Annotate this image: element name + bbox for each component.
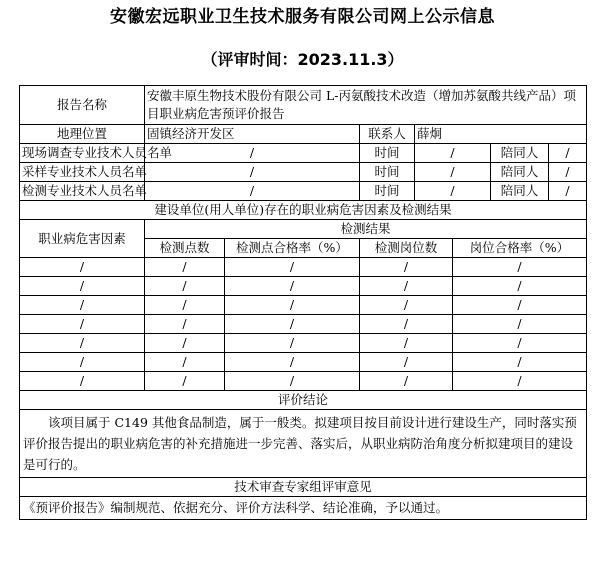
table-cell: / xyxy=(145,315,225,334)
table-row xyxy=(20,334,587,353)
staff-label: 现场调查专业技术人员名单 xyxy=(20,144,145,163)
table-cell: / xyxy=(225,296,360,315)
expert-opinion-text: 《预评价报告》编制规范、依据充分、评价方法科学、结论准确，予以通过。 xyxy=(20,497,587,520)
column-header: 检测点合格率（%） xyxy=(225,239,360,258)
staff-accompany: / xyxy=(549,182,587,201)
contact-value: 薛炯 xyxy=(415,125,587,144)
report-name-row xyxy=(20,86,587,125)
table-row xyxy=(20,372,587,391)
table-cell: / xyxy=(453,372,587,391)
table-cell: / xyxy=(360,334,453,353)
table-cell: / xyxy=(20,372,145,391)
staff-accompany-label: 陪同人 xyxy=(491,163,549,182)
staff-time-label: 时间 xyxy=(360,163,415,182)
staff-time: / xyxy=(415,163,491,182)
report-name-label: 报告名称 xyxy=(20,86,145,125)
table-cell: / xyxy=(453,296,587,315)
hazard-factor-header: 职业病危害因素 xyxy=(20,220,145,258)
staff-accompany: / xyxy=(549,163,587,182)
staff-row xyxy=(20,182,587,201)
table-cell: / xyxy=(360,353,453,372)
table-cell: / xyxy=(225,353,360,372)
table-cell: / xyxy=(20,353,145,372)
staff-names: / xyxy=(145,163,360,182)
staff-label: 采样专业技术人员名单 xyxy=(20,163,145,182)
table-cell: / xyxy=(225,258,360,277)
contact-label: 联系人 xyxy=(360,125,415,144)
page-title: 安徽宏远职业卫生技术服务有限公司网上公示信息 xyxy=(110,7,495,27)
table-cell: / xyxy=(145,372,225,391)
report-name-value: 安徽丰原生物技术股份有限公司 L-丙氨酸技术改造（增加苏氨酸共线产品）项目职业病危害预评价报告 xyxy=(145,86,587,125)
table-cell: / xyxy=(145,334,225,353)
table-row xyxy=(20,277,587,296)
conclusion-title: 评价结论 xyxy=(20,391,587,410)
table-cell: / xyxy=(20,334,145,353)
table-cell: / xyxy=(225,315,360,334)
disclosure-table xyxy=(19,85,587,520)
expert-text-row xyxy=(20,497,587,520)
staff-names: / xyxy=(145,182,360,201)
staff-label: 检测专业技术人员名单 xyxy=(20,182,145,201)
table-row xyxy=(20,258,587,277)
hazard-header-row xyxy=(20,220,587,239)
detection-results-header: 检测结果 xyxy=(145,220,587,239)
conclusion-text-row xyxy=(20,410,587,478)
column-header: 岗位合格率（%） xyxy=(453,239,587,258)
table-cell: / xyxy=(360,372,453,391)
table-cell: / xyxy=(360,258,453,277)
table-cell: / xyxy=(145,296,225,315)
staff-row xyxy=(20,163,587,182)
expert-title-row xyxy=(20,478,587,497)
table-cell: / xyxy=(453,334,587,353)
table-cell: / xyxy=(453,353,587,372)
table-cell: / xyxy=(453,315,587,334)
expert-opinion-title: 技术审查专家组评审意见 xyxy=(20,478,587,497)
table-row xyxy=(20,315,587,334)
table-cell: / xyxy=(145,258,225,277)
location-value: 固镇经济开发区 xyxy=(145,125,360,144)
table-cell: / xyxy=(360,277,453,296)
table-cell: / xyxy=(453,258,587,277)
column-header: 检测点数 xyxy=(145,239,225,258)
table-cell: / xyxy=(20,258,145,277)
table-cell: / xyxy=(225,334,360,353)
staff-accompany-label: 陪同人 xyxy=(491,182,549,201)
table-cell: / xyxy=(20,296,145,315)
staff-names: / xyxy=(145,144,360,163)
staff-row xyxy=(20,144,587,163)
table-row xyxy=(20,296,587,315)
review-time: （评审时间：2023.11.3） xyxy=(201,50,404,69)
conclusion-text: 该项目属于 C149 其他食品制造，属于一般类。拟建项目按目前设计进行建设生产，同时落实预评价报告提出的职业病危害的补充措施进一步完善、落实后，从职业病防治角度分析拟建项目的建设是可行的。 xyxy=(20,410,587,478)
table-cell: / xyxy=(145,353,225,372)
staff-time-label: 时间 xyxy=(360,144,415,163)
location-row xyxy=(20,125,587,144)
column-header: 检测岗位数 xyxy=(360,239,453,258)
table-cell: / xyxy=(360,296,453,315)
location-label: 地理位置 xyxy=(20,125,145,144)
table-cell: / xyxy=(453,277,587,296)
hazard-section-title: 建设单位(用人单位)存在的职业病危害因素及检测结果 xyxy=(20,201,587,220)
staff-time: / xyxy=(415,182,491,201)
table-cell: / xyxy=(20,315,145,334)
table-row xyxy=(20,353,587,372)
table-cell: / xyxy=(145,277,225,296)
hazard-section-row xyxy=(20,201,587,220)
table-cell: / xyxy=(225,277,360,296)
staff-time-label: 时间 xyxy=(360,182,415,201)
staff-accompany-label: 陪同人 xyxy=(491,144,549,163)
staff-accompany: / xyxy=(549,144,587,163)
table-cell: / xyxy=(360,315,453,334)
table-cell: / xyxy=(225,372,360,391)
table-cell: / xyxy=(20,277,145,296)
staff-time: / xyxy=(415,144,491,163)
conclusion-title-row xyxy=(20,391,587,410)
